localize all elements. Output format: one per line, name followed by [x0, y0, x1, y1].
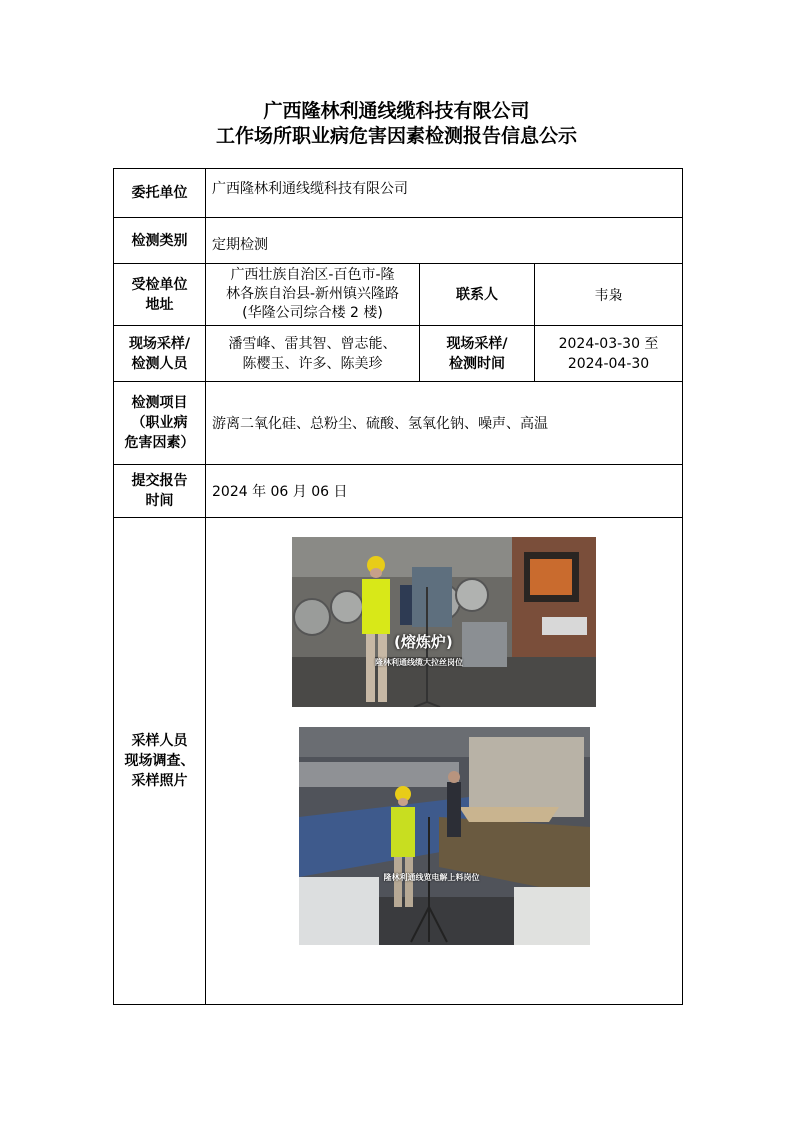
- submit-label-line2: 时间: [145, 493, 174, 509]
- contact-value: 韦枭: [535, 264, 683, 326]
- staff-label-line2: 检测人员: [131, 355, 188, 372]
- factory-scene-1-image: [292, 537, 596, 707]
- period-line1: 2024-03-30 至: [558, 335, 659, 352]
- period-label-line2: 检测时间: [449, 355, 505, 372]
- photos-label-line2: 现场调查、: [124, 753, 195, 769]
- period-label-line1: 现场采样/: [446, 335, 508, 352]
- staff-label: [114, 326, 206, 382]
- row-submit: [114, 465, 683, 518]
- photos-label: [114, 518, 206, 1005]
- items-label-line1: 检测项目: [131, 395, 188, 411]
- contact-label: 联系人: [420, 264, 535, 326]
- period-label: [420, 326, 535, 382]
- client-value: 广西隆林利通线缆科技有限公司: [206, 169, 683, 218]
- staff-line1: 潘雪峰、雷其智、曾志能、: [228, 335, 397, 352]
- row-client: [114, 169, 683, 218]
- items-label: [114, 382, 206, 465]
- company-title: 广西隆林利通线缆科技有限公司: [263, 100, 530, 122]
- site-photo-wire-drawing: [292, 537, 596, 707]
- factory-scene-2-image: [299, 727, 590, 945]
- photo2-caption: 隆林利通线览电解上料岗位: [383, 873, 480, 882]
- staff-value: [206, 326, 420, 382]
- photo1-overlay-label: (熔炼炉): [394, 633, 453, 651]
- submit-value: 2024 年 06 月 06 日: [206, 465, 683, 518]
- site-photo-electrolysis: [299, 727, 590, 945]
- photos-label-line1: 采样人员: [131, 733, 188, 749]
- period-value: [535, 326, 683, 382]
- items-value: 游离二氧化硅、总粉尘、硫酸、氢氧化钠、噪声、高温: [206, 382, 683, 465]
- address-label: [114, 264, 206, 326]
- items-label-line2: （职业病: [131, 415, 188, 431]
- address-label-line2: 地址: [145, 296, 174, 313]
- photos-cell: [206, 518, 683, 1005]
- row-photos: [114, 518, 683, 1005]
- address-line3: (华隆公司综合楼 2 楼): [242, 305, 383, 321]
- category-value: 定期检测: [206, 218, 683, 264]
- address-value: [206, 264, 420, 326]
- staff-line2: 陈樱玉、许多、陈美珍: [242, 355, 383, 372]
- photos-label-line3: 采样照片: [131, 773, 188, 789]
- category-label: 检测类别: [114, 218, 206, 264]
- row-category: [114, 218, 683, 264]
- client-label: 委托单位: [114, 169, 206, 218]
- row-items: [114, 382, 683, 465]
- submit-label: [114, 465, 206, 518]
- address-line1: 广西壮族自治区-百色市-隆: [230, 267, 395, 283]
- address-line2: 林各族自治县-新州镇兴隆路: [225, 286, 400, 302]
- staff-label-line1: 现场采样/: [128, 335, 191, 352]
- items-label-line3: 危害因素）: [124, 435, 195, 451]
- address-label-line1: 受检单位: [131, 276, 188, 293]
- info-table: [113, 168, 683, 1005]
- period-line2: 2024-04-30: [567, 355, 650, 372]
- submit-label-line1: 提交报告: [131, 473, 188, 489]
- photo1-caption: 隆林利通线缆大拉丝岗位: [375, 658, 464, 667]
- report-subtitle: 工作场所职业病危害因素检测报告信息公示: [215, 125, 577, 147]
- row-address: [114, 264, 683, 326]
- row-staff: [114, 326, 683, 382]
